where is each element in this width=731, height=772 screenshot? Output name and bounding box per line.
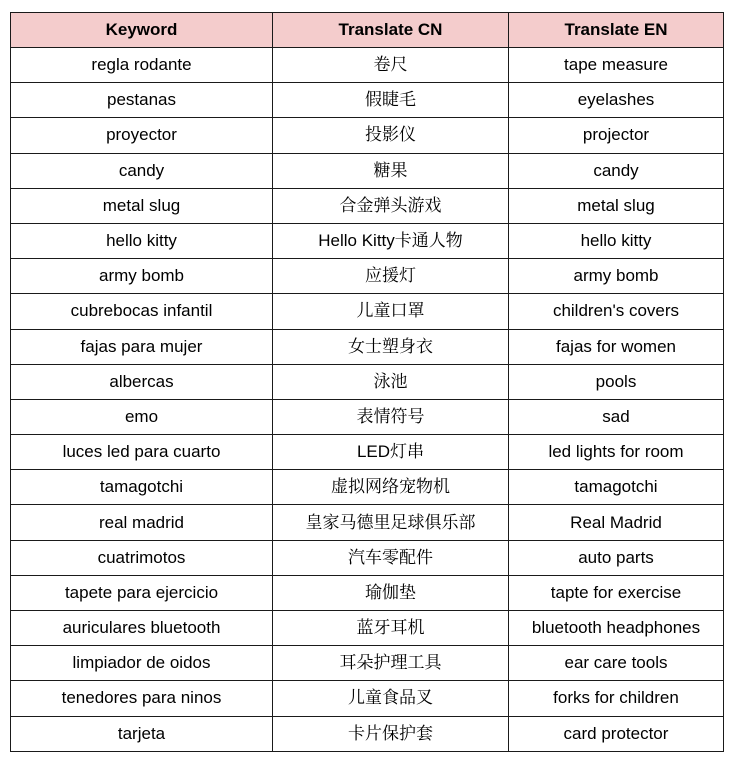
translate-cn-cell: 合金弹头游戏 <box>273 188 509 223</box>
table-row <box>11 83 724 118</box>
translate-cn-cell: 皇家马德里足球俱乐部 <box>273 505 509 540</box>
translate-en-cell: bluetooth headphones <box>509 611 724 646</box>
translate-cn-cell: 女士塑身衣 <box>273 329 509 364</box>
translate-cn-cell: 泳池 <box>273 364 509 399</box>
table-row <box>11 575 724 610</box>
table-row <box>11 188 724 223</box>
translate-cn-cell: 应援灯 <box>273 259 509 294</box>
keyword-cell: albercas <box>11 364 273 399</box>
translate-cn-cell: 儿童口罩 <box>273 294 509 329</box>
translate-cn-cell: 表情符号 <box>273 399 509 434</box>
translate-cn-cell: 卷尺 <box>273 48 509 83</box>
translate-en-cell: card protector <box>509 716 724 751</box>
translate-en-cell: eyelashes <box>509 83 724 118</box>
translate-en-cell: hello kitty <box>509 223 724 258</box>
translate-en-cell: pools <box>509 364 724 399</box>
table-row <box>11 223 724 258</box>
translate-en-cell: Real Madrid <box>509 505 724 540</box>
keyword-cell: emo <box>11 399 273 434</box>
keyword-cell: tamagotchi <box>11 470 273 505</box>
translate-en-cell: tamagotchi <box>509 470 724 505</box>
translate-cn-cell: 虚拟网络宠物机 <box>273 470 509 505</box>
translate-en-cell: tape measure <box>509 48 724 83</box>
table-header <box>11 13 724 48</box>
translate-cn-cell: 瑜伽垫 <box>273 575 509 610</box>
translate-cn-cell: 假睫毛 <box>273 83 509 118</box>
table-row <box>11 364 724 399</box>
translate-cn-cell: 投影仪 <box>273 118 509 153</box>
keyword-translation-table <box>10 12 724 752</box>
table-row <box>11 435 724 470</box>
translate-cn-cell: 儿童食品叉 <box>273 681 509 716</box>
translate-cn-cell: 蓝牙耳机 <box>273 611 509 646</box>
table-row <box>11 611 724 646</box>
table-row <box>11 153 724 188</box>
translate-en-cell: ear care tools <box>509 646 724 681</box>
keyword-cell: cuatrimotos <box>11 540 273 575</box>
table-row <box>11 646 724 681</box>
keyword-cell: tarjeta <box>11 716 273 751</box>
translate-en-cell: forks for children <box>509 681 724 716</box>
translate-en-cell: metal slug <box>509 188 724 223</box>
table-row <box>11 399 724 434</box>
header-translate-cn: Translate CN <box>273 13 509 48</box>
keyword-cell: fajas para mujer <box>11 329 273 364</box>
keyword-cell: auriculares bluetooth <box>11 611 273 646</box>
keyword-cell: regla rodante <box>11 48 273 83</box>
translate-cn-cell: 汽车零配件 <box>273 540 509 575</box>
table-row <box>11 505 724 540</box>
keyword-cell: army bomb <box>11 259 273 294</box>
table-row <box>11 470 724 505</box>
translate-en-cell: army bomb <box>509 259 724 294</box>
translate-cn-cell: 卡片保护套 <box>273 716 509 751</box>
table-row <box>11 294 724 329</box>
translate-cn-cell: LED灯串 <box>273 435 509 470</box>
keyword-cell: candy <box>11 153 273 188</box>
keyword-cell: proyector <box>11 118 273 153</box>
keyword-cell: luces led para cuarto <box>11 435 273 470</box>
translate-cn-cell: 耳朵护理工具 <box>273 646 509 681</box>
header-translate-en: Translate EN <box>509 13 724 48</box>
translate-en-cell: tapte for exercise <box>509 575 724 610</box>
translate-en-cell: led lights for room <box>509 435 724 470</box>
table-row <box>11 540 724 575</box>
translate-en-cell: projector <box>509 118 724 153</box>
keyword-table-container <box>10 12 724 752</box>
translate-en-cell: sad <box>509 399 724 434</box>
table-row <box>11 118 724 153</box>
translate-en-cell: candy <box>509 153 724 188</box>
header-keyword: Keyword <box>11 13 273 48</box>
keyword-cell: tapete para ejercicio <box>11 575 273 610</box>
translate-en-cell: fajas for women <box>509 329 724 364</box>
keyword-cell: limpiador de oidos <box>11 646 273 681</box>
keyword-cell: hello kitty <box>11 223 273 258</box>
translate-en-cell: auto parts <box>509 540 724 575</box>
keyword-cell: real madrid <box>11 505 273 540</box>
keyword-cell: metal slug <box>11 188 273 223</box>
keyword-cell: tenedores para ninos <box>11 681 273 716</box>
keyword-cell: cubrebocas infantil <box>11 294 273 329</box>
translate-en-cell: children's covers <box>509 294 724 329</box>
table-row <box>11 681 724 716</box>
table-body <box>11 48 724 752</box>
table-row <box>11 259 724 294</box>
translate-cn-cell: 糖果 <box>273 153 509 188</box>
translate-cn-cell: Hello Kitty卡通人物 <box>273 223 509 258</box>
table-row <box>11 329 724 364</box>
table-row <box>11 716 724 751</box>
keyword-cell: pestanas <box>11 83 273 118</box>
header-row <box>11 13 724 48</box>
table-row <box>11 48 724 83</box>
